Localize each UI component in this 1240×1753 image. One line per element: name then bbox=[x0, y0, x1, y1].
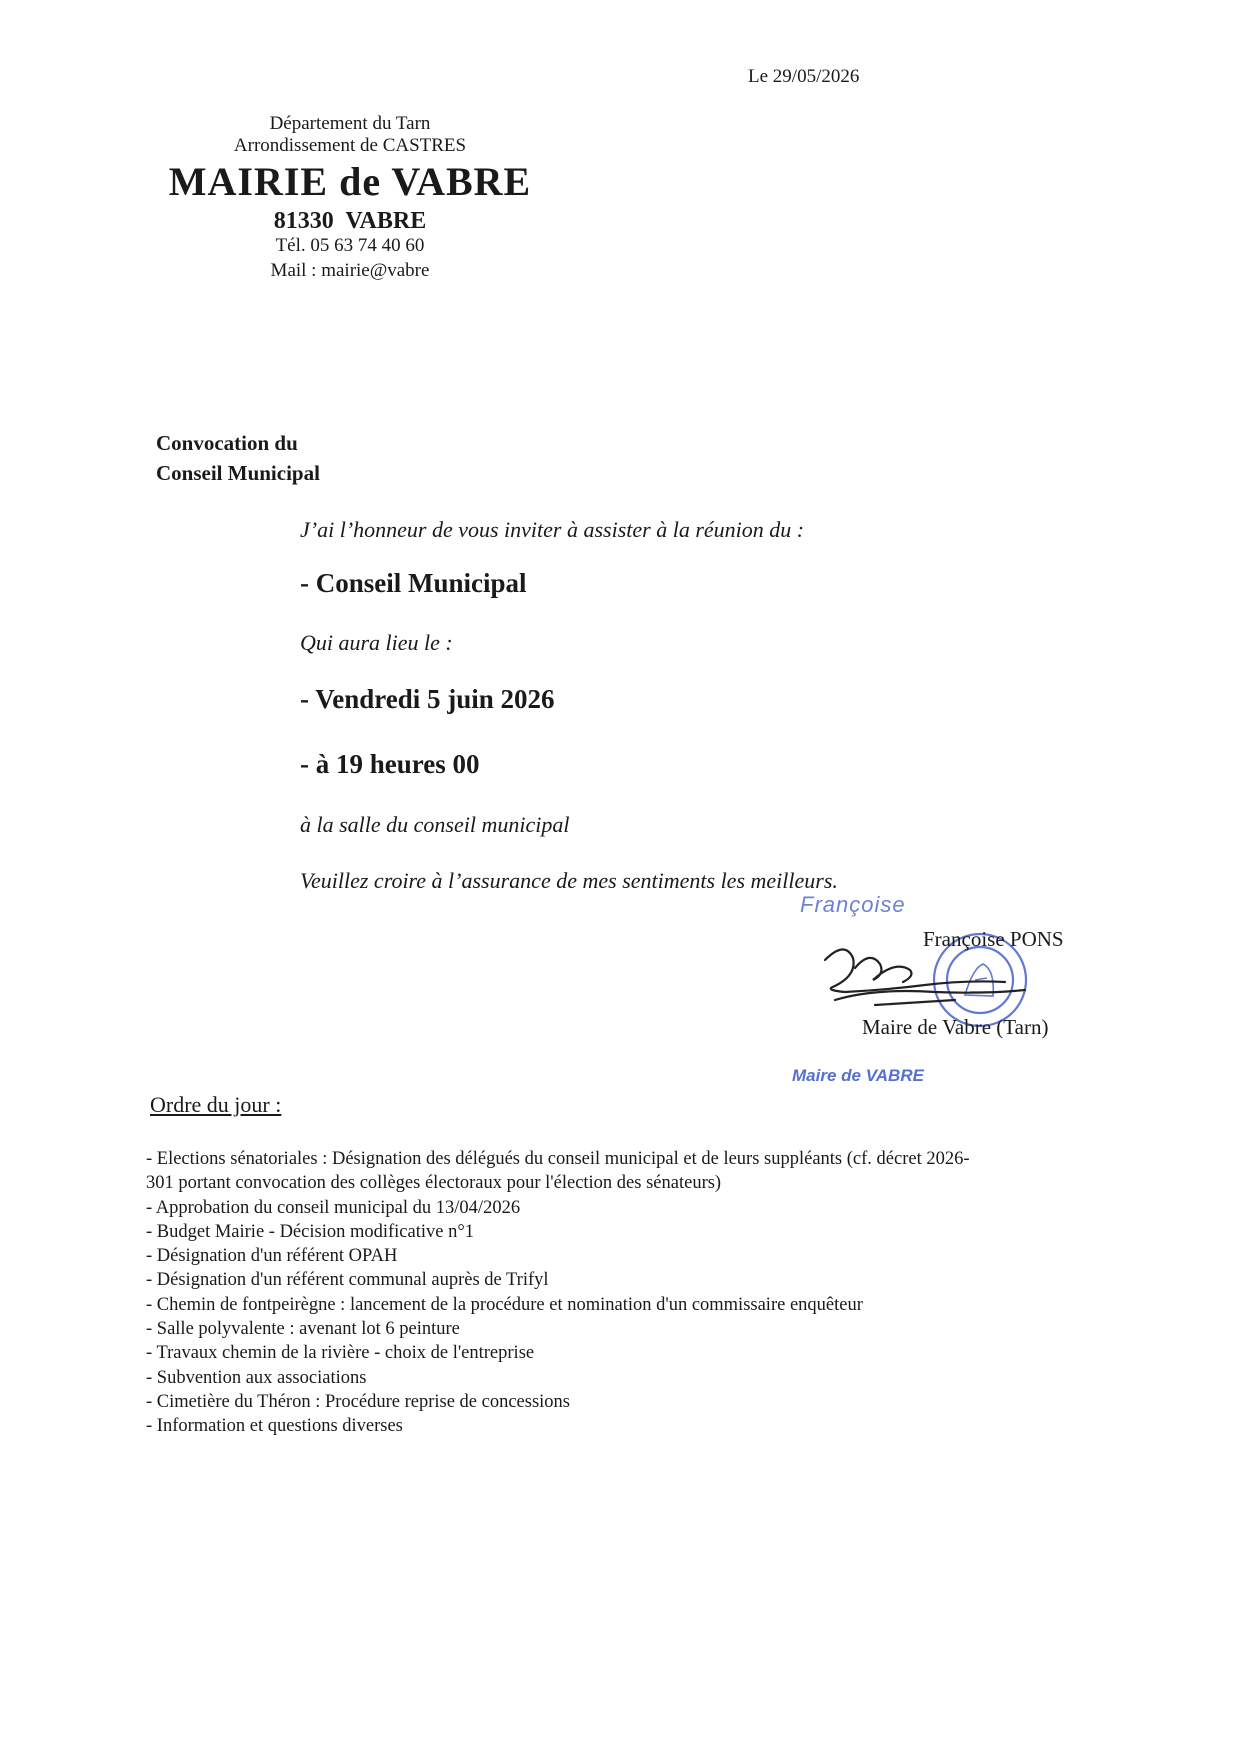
agenda-item: - Cimetière du Théron : Procédure reprise de concessions bbox=[146, 1391, 570, 1412]
meeting-place: à la salle du conseil municipal bbox=[300, 812, 570, 837]
closing-formula: Veuillez croire à l’assurance de mes sentiments les meilleurs. bbox=[300, 868, 838, 893]
agenda-item: - Subvention aux associations bbox=[146, 1367, 367, 1388]
handwritten-signature bbox=[825, 949, 1025, 1005]
meeting-hour: - à 19 heures 00 bbox=[300, 749, 480, 779]
agenda-item: - Travaux chemin de la rivière - choix de l'entreprise bbox=[146, 1343, 535, 1364]
agenda-item: - Désignation d'un référent OPAH bbox=[146, 1246, 398, 1267]
header-postal-address: 81330 VABRE bbox=[273, 208, 427, 234]
subject-line-1: Convocation du bbox=[156, 431, 298, 455]
signatory-role: Maire de Vabre (Tarn) bbox=[862, 1015, 1049, 1039]
subject-line-2: Conseil Municipal bbox=[156, 461, 320, 485]
agenda-item: 301 portant convocation des collèges électoraux pour l'élection des sénateurs) bbox=[146, 1173, 722, 1194]
agenda-list bbox=[146, 1147, 1106, 1439]
agenda-item: - Approbation du conseil municipal du 13/04/2026 bbox=[146, 1197, 521, 1218]
role-stamp: Maire de VABRE bbox=[792, 1066, 924, 1085]
name-stamp: Françoise bbox=[800, 892, 906, 917]
agenda-title: Ordre du jour : bbox=[150, 1092, 282, 1117]
agenda-item: - Information et questions diverses bbox=[146, 1416, 403, 1437]
document-date: Le 29/05/2026 bbox=[748, 66, 860, 87]
invitation-intro: J’ai l’honneur de vous inviter à assister à la réunion du : bbox=[300, 517, 805, 542]
agenda-item: - Désignation d'un référent communal auprès de Trifyl bbox=[146, 1270, 549, 1291]
agenda-item: - Budget Mairie - Décision modificative n°1 bbox=[146, 1221, 474, 1242]
signatory-name: Françoise PONS bbox=[923, 927, 1064, 951]
header-email: Mail : mairie@vabre bbox=[270, 260, 430, 281]
header-mairie-title: MAIRIE de VABRE bbox=[168, 159, 532, 204]
letter-subject bbox=[156, 428, 456, 488]
meeting-name: - Conseil Municipal bbox=[300, 568, 527, 598]
header-arrondissement: Arrondissement de CASTRES bbox=[233, 135, 467, 156]
header-telephone: Tél. 05 63 74 40 60 bbox=[275, 235, 425, 256]
agenda-item: - Salle polyvalente : avenant lot 6 peinture bbox=[146, 1319, 460, 1340]
agenda-item: - Chemin de fontpeirègne : lancement de la procédure et nomination d'un commissaire enquêteur bbox=[146, 1294, 863, 1315]
meeting-date: - Vendredi 5 juin 2026 bbox=[300, 684, 555, 714]
meeting-when-label: Qui aura lieu le : bbox=[300, 630, 453, 655]
agenda-item: - Elections sénatoriales : Désignation des délégués du conseil municipal et de leurs suppléants (cf. décret 2026- bbox=[146, 1149, 970, 1169]
header-department: Département du Tarn bbox=[269, 113, 431, 134]
